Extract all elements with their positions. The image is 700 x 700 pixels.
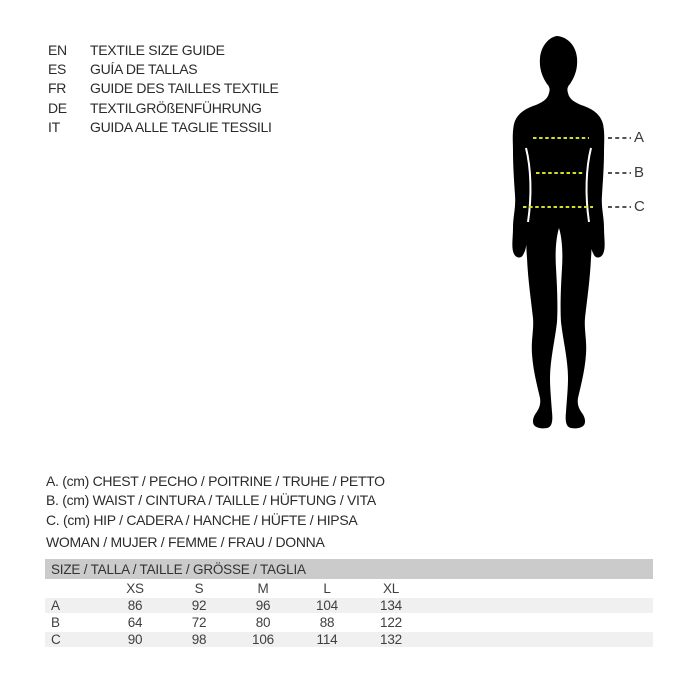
legend-waist: B. (cm) WAIST / CINTURA / TAILLE / HÜFTUNG / VITA [46,492,376,509]
measure-label-chest: A [634,129,645,146]
measurement-figure [500,28,660,445]
column-header-xl: XL [382,580,400,596]
language-title: GUIDA ALLE TAGLIE TESSILI [90,118,272,135]
language-title: GUÍA DE TALLAS [90,60,198,77]
cell-value: 90 [127,632,143,647]
cell-value: 96 [255,598,271,613]
cell-value: 92 [191,598,207,613]
column-header-m: M [257,580,269,596]
cell-value: 104 [316,598,338,613]
row-label: A [51,598,60,613]
language-row [48,79,279,98]
cell-value: 122 [380,615,402,630]
language-code: ES [48,60,67,77]
language-code: DE [48,99,67,116]
cell-value: 134 [380,598,402,613]
column-header-xs: XS [126,580,144,596]
woman-silhouette [500,28,660,445]
cell-value: 132 [380,632,402,647]
cell-value: 88 [319,615,335,630]
legend-chest: A. (cm) CHEST / PECHO / POITRINE / TRUHE / PETTO [46,473,385,489]
cell-value: 114 [316,632,338,647]
size-table-title: SIZE / TALLA / TAILLE / GRÖSSE / TAGLIA [51,561,306,577]
cell-value: 72 [191,615,207,630]
language-title-list [48,40,279,136]
language-code: EN [48,41,67,58]
cell-value: 106 [252,632,274,647]
language-row [48,117,279,136]
language-code: IT [48,118,60,135]
legend-hip: C. (cm) HIP / CADERA / HANCHE / HÜFTE / HIPSA [46,511,358,528]
cell-value: 98 [191,632,207,647]
silhouette-body [512,36,604,428]
measure-label-waist: B [634,164,645,181]
cell-value: 64 [127,615,143,630]
size-table [45,559,653,648]
table-row-hip [45,631,653,648]
language-row [48,40,279,59]
column-header-s: S [194,580,204,596]
language-code: FR [48,80,67,97]
cell-value: 80 [255,615,271,630]
size-table-column-headers [45,579,653,597]
column-header-l: L [323,580,331,596]
measure-label-hip: C [634,198,645,215]
measurement-legend [46,473,385,553]
row-label: C [51,632,61,647]
size-table-title-bar [45,559,653,579]
language-row [48,98,279,117]
feet-gap [553,402,565,429]
language-title: TEXTILE SIZE GUIDE [90,41,225,58]
gender-line: WOMAN / MUJER / FEMME / FRAU / DONNA [46,533,325,550]
table-row-waist [45,614,653,631]
language-title: TEXTILGRÖßENFÜHRUNG [90,99,262,116]
language-title: GUIDE DES TAILLES TEXTILE [90,80,279,97]
table-row-chest [45,597,653,614]
row-label: B [51,615,60,630]
cell-value: 86 [127,598,143,613]
language-row [48,59,279,78]
